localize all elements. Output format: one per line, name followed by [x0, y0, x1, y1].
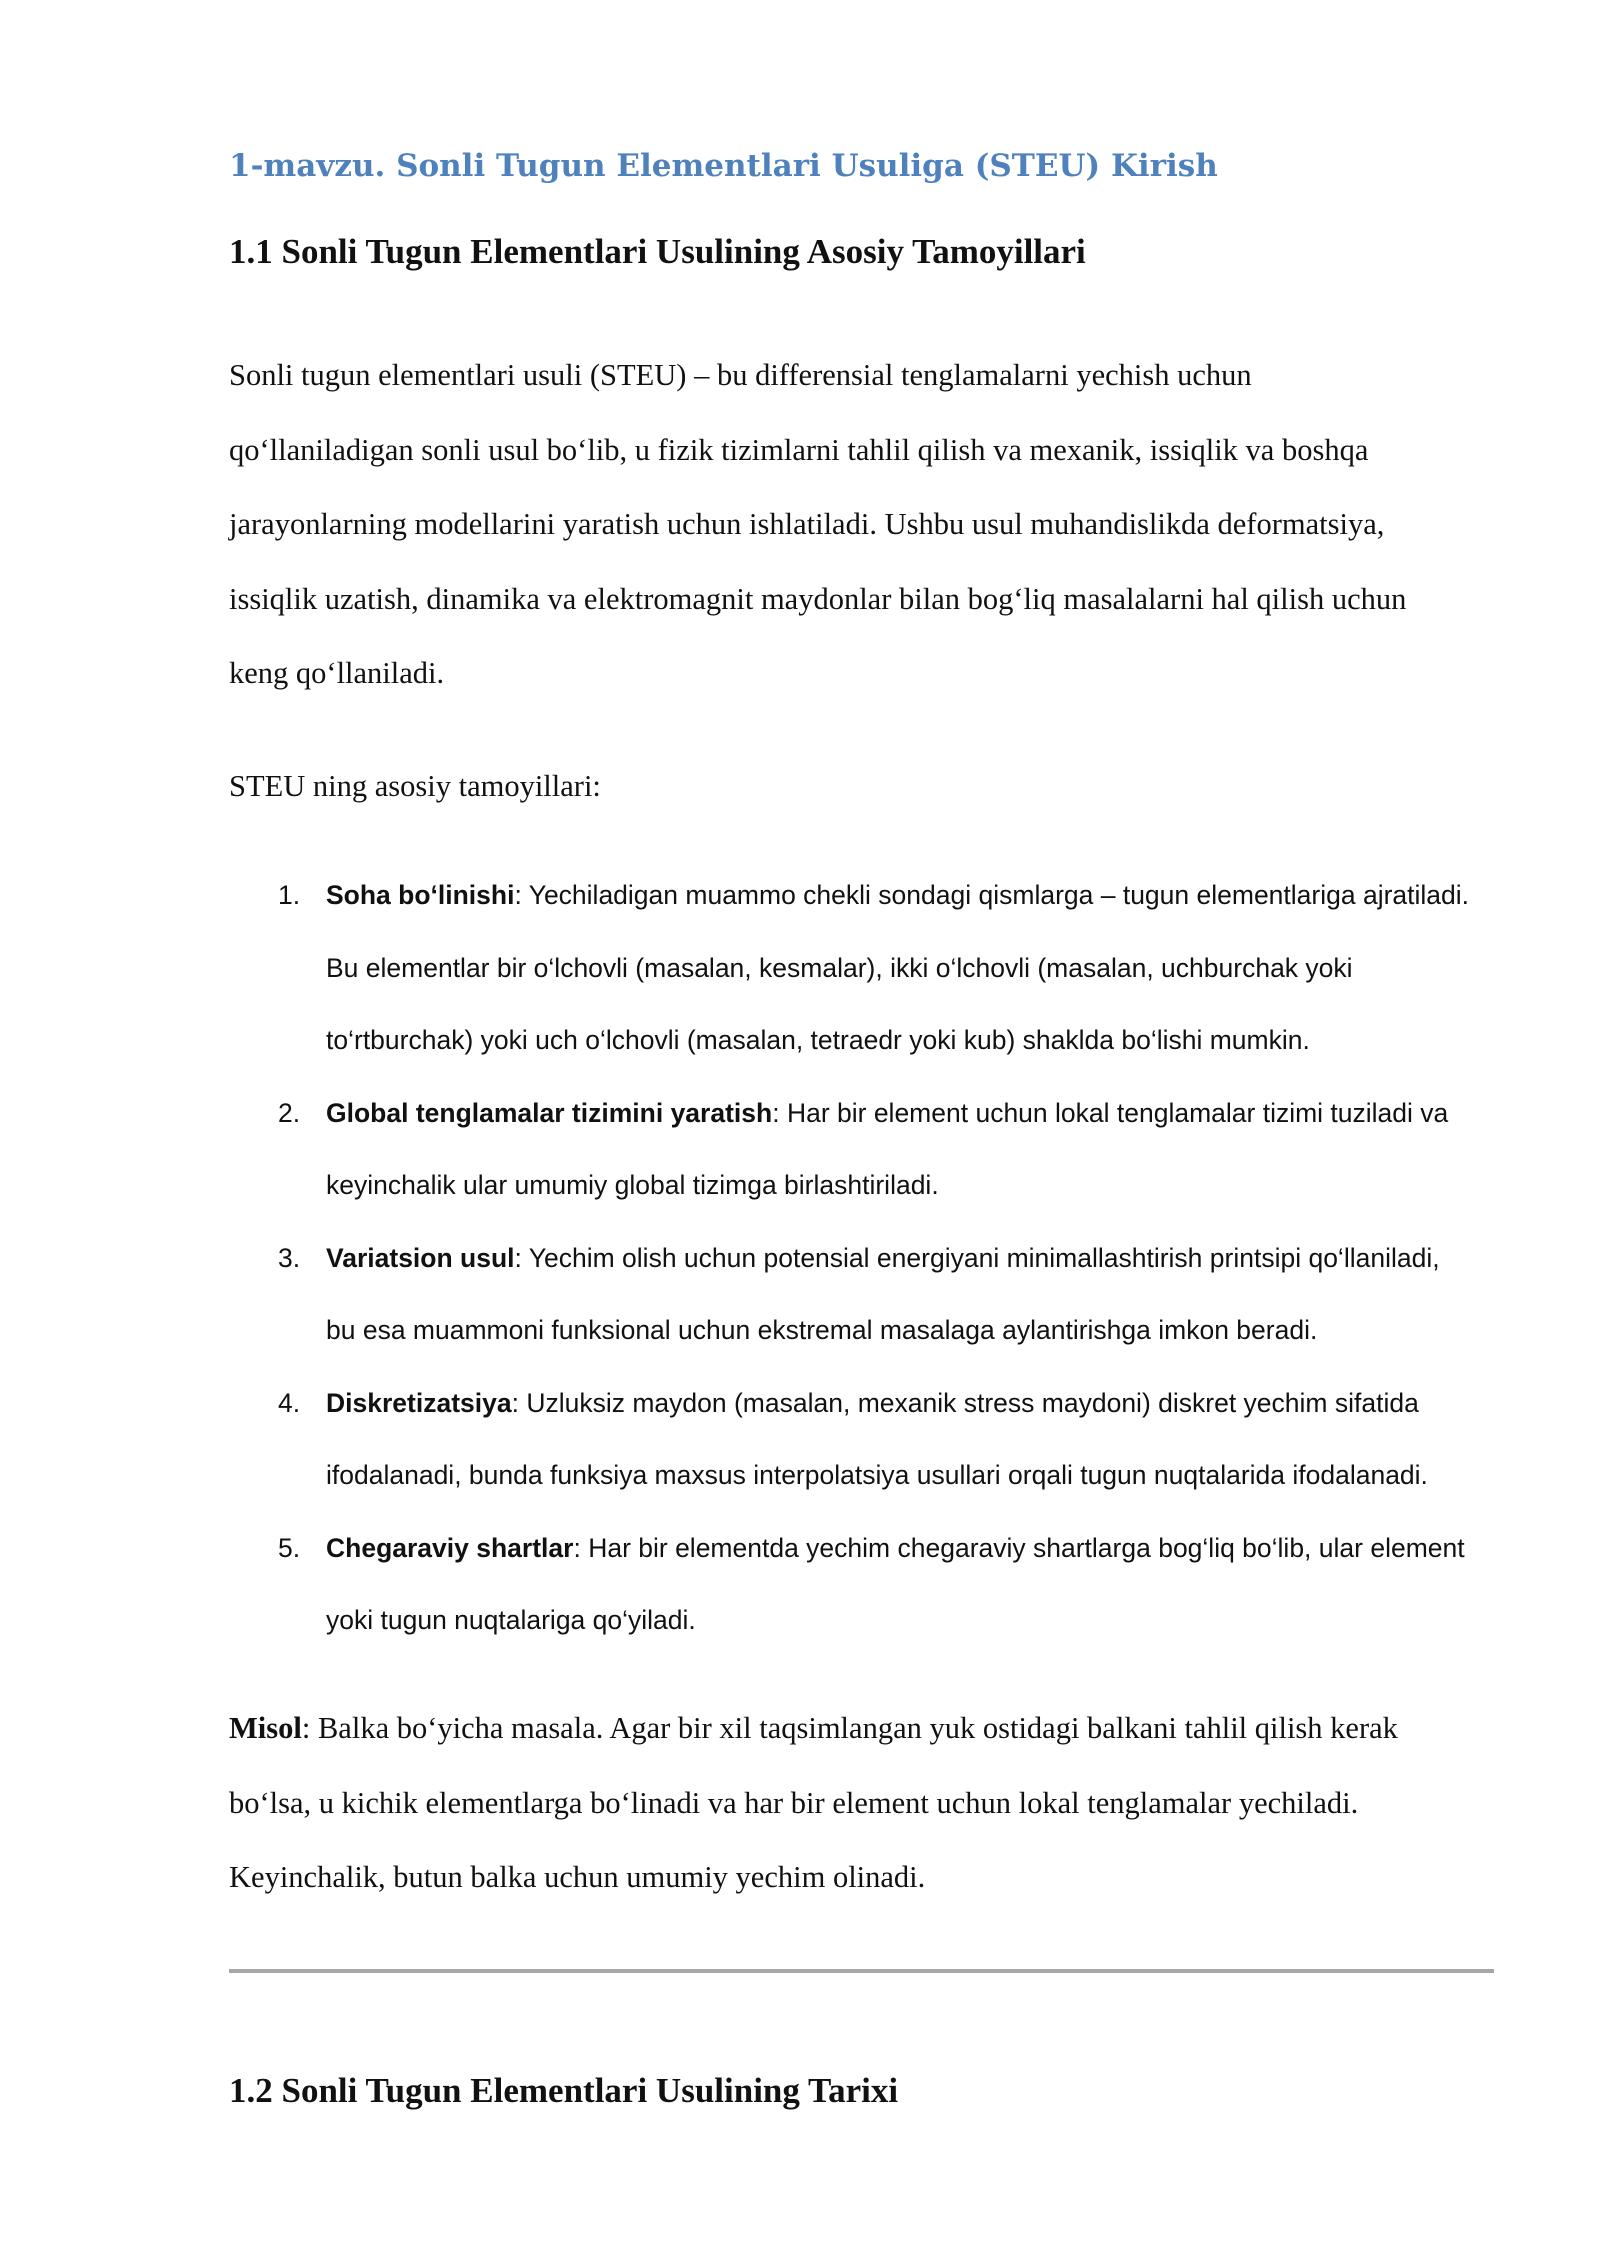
list-number: 5.: [278, 1532, 301, 1563]
list-line: ifodalanadi, bunda funksiya maxsus interpolatsiya usullari orqali tugun nuqtalarida ifodalanadi.: [326, 1460, 1428, 1490]
example-label: Misol: [229, 1711, 302, 1745]
intro-line: keng qo‘llaniladi.: [229, 656, 445, 690]
list-text: : Uzluksiz maydon (masalan, mexanik stress maydoni) diskret yechim sifatida: [511, 1387, 1419, 1418]
intro-line: Sonli tugun elementlari usuli (STEU) – bu differensial tenglamalarni yechish uchun: [229, 358, 1252, 392]
intro-line: jarayonlarning modellarini yaratish uchun ishlatiladi. Ushbu usul muhandislikda deformatsiya,: [229, 507, 1385, 541]
list-term: Chegaraviy shartlar: [326, 1532, 574, 1563]
list-line: [326, 859, 1529, 932]
list-line: [326, 1367, 1529, 1440]
list-item: [229, 1077, 1529, 1222]
list-term: Variatsion usul: [326, 1242, 515, 1273]
list-number: 1.: [278, 880, 301, 910]
list-line: bu esa muammoni funksional uchun ekstremal masalaga aylantirishga imkon beradi.: [326, 1315, 1318, 1345]
list-text: : Yechim olish uchun potensial energiyani minimallashtirish printsipi qo‘llaniladi,: [514, 1242, 1440, 1273]
example-line: Keyinchalik, butun balka uchun umumiy yechim olinadi.: [229, 1860, 926, 1894]
list-term: Diskretizatsiya: [326, 1387, 512, 1418]
list-line: to‘rtburchak) yoki uch o‘lchovli (masalan, tetraedr yoki kub) shaklda bo‘lishi mumkin.: [326, 1025, 1310, 1055]
section-heading-1-1: 1.1 Sonli Tugun Elementlari Usulining Asosiy Tamoyillari: [229, 232, 1086, 271]
principles-lead: STEU ning asosiy tamoyillari:: [229, 769, 601, 803]
example-line: bo‘lsa, u kichik elementlarga bo‘linadi va har bir element uchun lokal tenglamalar yechiladi.: [229, 1785, 1359, 1820]
list-item: [229, 1222, 1529, 1367]
horizontal-divider: [229, 1969, 1494, 1973]
list-text: : Har bir element uchun lokal tenglamalar tizimi tuziladi va: [772, 1097, 1449, 1128]
list-line: Bu elementlar bir o‘lchovli (masalan, kesmalar), ikki o‘lchovli (masalan, uchburchak yoki: [326, 952, 1353, 983]
list-text: : Yechiladigan muammo chekli sondagi qismlarga – tugun elementlariga ajratiladi.: [514, 880, 1470, 910]
list-number: 2.: [278, 1097, 301, 1128]
example-text: : Balka bo‘yicha masala. Agar bir xil taqsimlangan yuk ostidagi balkani tahlil qilish kerak: [301, 1711, 1398, 1745]
principles-list: [229, 859, 1529, 1657]
intro-line: issiqlik uzatish, dinamika va elektromagnit maydonlar bilan bog‘liq masalalarni hal qilish uchun: [229, 581, 1407, 616]
intro-paragraph: [229, 338, 1529, 711]
list-line: [326, 1512, 1529, 1585]
example-paragraph: [229, 1691, 1529, 1915]
section-heading-1-2: 1.2 Sonli Tugun Elementlari Usulining Tarixi: [229, 2071, 899, 2110]
intro-line: qo‘llaniladigan sonli usul bo‘lib, u fizik tizimlarni tahlil qilish va mexanik, issiqlik va boshqa: [229, 432, 1369, 467]
list-term: Soha bo‘linishi: [326, 880, 515, 910]
list-item: [229, 859, 1529, 1077]
list-line: keyinchalik ular umumiy global tizimga birlashtiriladi.: [326, 1170, 939, 1200]
list-text: : Har bir elementda yechim chegaraviy shartlarga bog‘liq bo‘lib, ular element: [573, 1532, 1465, 1563]
list-item: [229, 1367, 1529, 1512]
list-item: [229, 1512, 1529, 1657]
list-line: yoki tugun nuqtalariga qo‘yiladi.: [326, 1605, 696, 1635]
list-number: 3.: [278, 1242, 301, 1273]
list-line: [326, 1222, 1529, 1295]
example-line: [229, 1691, 1529, 1766]
list-term: Global tenglamalar tizimini yaratish: [326, 1097, 773, 1128]
list-number: 4.: [278, 1387, 301, 1418]
document-title: 1-mavzu. Sonli Tugun Elementlari Usuliga (STEU) Kirish: [229, 148, 1218, 184]
list-line: [326, 1077, 1529, 1150]
